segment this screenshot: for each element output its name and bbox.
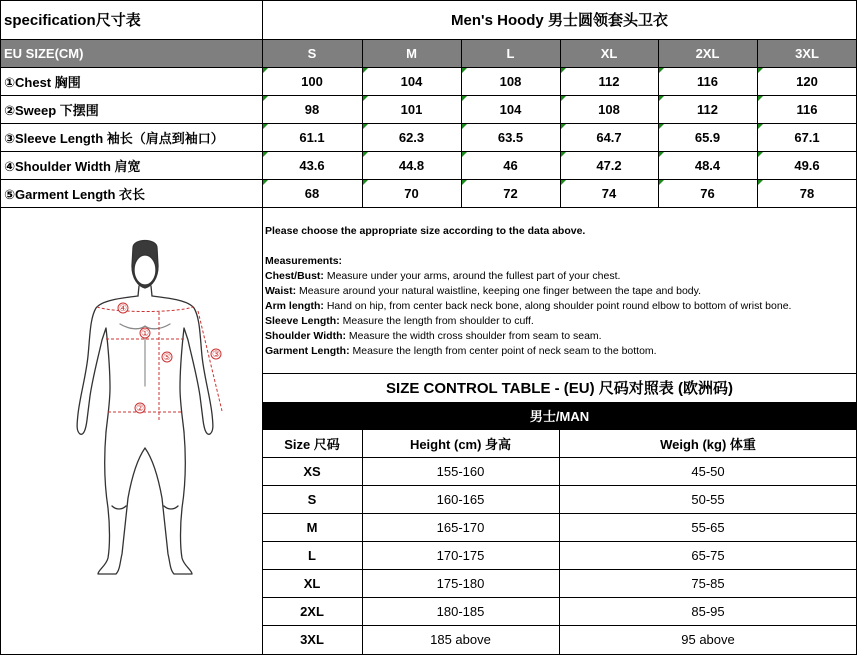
cell-value: 112 — [697, 101, 718, 117]
cell-value: 44.8 — [398, 157, 425, 173]
size-cell: XS — [303, 463, 321, 479]
measure-chest: Chest/Bust: Measure under your arms, around the fullest part of your chest. — [265, 270, 621, 282]
row-label: ④Shoulder Width 肩宽 — [4, 158, 141, 174]
measurement-instructions — [265, 224, 855, 359]
intro-text: Please choose the appropriate size according to the data above. — [265, 225, 586, 237]
cell-value: 101 — [400, 101, 423, 117]
cell-value: 100 — [301, 73, 323, 89]
cell-value: 112 — [598, 73, 620, 89]
size-cell: XL — [303, 575, 321, 591]
height-cell: 165-170 — [436, 519, 485, 535]
row-label: ①Chest 胸围 — [4, 74, 81, 90]
cell-value: 62.3 — [398, 129, 425, 145]
weight-cell: 50-55 — [691, 491, 725, 507]
size-header-3xl: 3XL — [757, 39, 857, 67]
weight-cell: 95 above — [681, 632, 735, 647]
size-cell: L — [308, 547, 316, 563]
height-cell: 160-165 — [436, 491, 485, 507]
control-header-weight: Weigh (kg) 体重 — [660, 436, 756, 452]
cell-value: 120 — [796, 73, 818, 89]
cell-value: 108 — [499, 73, 522, 89]
measure-sleeve: Sleeve Length: Measure the length from shoulder to cuff. — [265, 315, 534, 327]
cell-value: 46 — [503, 157, 518, 173]
measure-waist: Waist: Measure around your natural waistline, keeping one finger between the tape and body. — [265, 285, 702, 297]
size-header-s: S — [262, 39, 362, 67]
cell-value: 68 — [304, 185, 320, 201]
cell-value: 47.2 — [596, 157, 622, 173]
control-header-size: Size 尺码 — [284, 436, 340, 452]
weight-cell: 65-75 — [691, 547, 725, 563]
row-label: ②Sweep 下摆围 — [4, 102, 99, 118]
size-cell: M — [306, 519, 318, 535]
size-header-l: L — [461, 39, 560, 67]
measurements-heading: Measurements: — [265, 255, 343, 267]
measure-garment: Garment Length: Measure the length from center point of neck seam to the bottom. — [265, 345, 657, 357]
height-cell: 185 above — [430, 632, 491, 647]
cell-value: 67.1 — [794, 129, 820, 145]
cell-value: 116 — [796, 101, 818, 117]
cell-value: 64.7 — [596, 129, 622, 145]
size-header-m: M — [362, 39, 461, 67]
cell-value: 65.9 — [694, 129, 721, 145]
weight-cell: 75-85 — [691, 575, 725, 591]
measure-arm: Arm length: Hand on hip, from center back neck bone, along shoulder point round elbow to bottom of wrist bone. — [265, 300, 792, 312]
row-label: ⑤Garment Length 衣长 — [4, 186, 146, 202]
size-header-2xl: 2XL — [658, 39, 757, 67]
cell-value: 61.1 — [299, 129, 325, 145]
label-3: ③ — [211, 350, 221, 360]
cell-value: 76 — [700, 185, 715, 201]
cell-value: 70 — [404, 185, 419, 201]
height-cell: 180-185 — [436, 603, 485, 619]
size-cell: S — [307, 491, 317, 507]
weight-cell: 85-95 — [691, 603, 725, 619]
measure-shoulder: Shoulder Width: Measure the width cross shoulder from seam to seam. — [265, 330, 602, 342]
cell-value: 104 — [499, 101, 522, 117]
cell-value: 104 — [400, 73, 423, 89]
cell-value: 108 — [598, 101, 620, 117]
cell-value: 43.6 — [299, 157, 325, 173]
label-4: ④ — [118, 304, 128, 314]
height-cell: 155-160 — [436, 463, 485, 479]
cell-value: 48.4 — [694, 157, 721, 173]
label-5: ⑤ — [162, 353, 172, 363]
eu-size-header: EU SIZE(CM) — [0, 39, 262, 67]
control-group-header: 男士/MAN — [262, 402, 857, 429]
cell-value: 49.6 — [794, 157, 820, 173]
spec-title: specification尺寸表 — [4, 12, 141, 29]
label-2: ② — [135, 404, 145, 414]
cell-value: 78 — [799, 185, 815, 201]
shoulder-line — [97, 307, 193, 312]
height-cell: 175-180 — [436, 575, 485, 591]
cell-value: 72 — [503, 185, 518, 201]
size-cell: 3XL — [300, 632, 324, 647]
weight-cell: 45-50 — [691, 463, 725, 479]
cell-value: 74 — [601, 185, 617, 201]
size-header-xl: XL — [560, 39, 658, 67]
cell-value: 98 — [304, 101, 320, 117]
control-table-title: SIZE CONTROL TABLE - (EU) 尺码对照表 (欧洲码) — [386, 380, 733, 397]
height-cell: 170-175 — [436, 547, 485, 563]
product-title: Men's Hoody 男士圆领套头卫衣 — [451, 12, 668, 29]
body-measurement-figure — [60, 236, 230, 586]
cell-value: 116 — [697, 73, 718, 89]
weight-cell: 55-65 — [691, 519, 725, 535]
label-1: ① — [140, 329, 150, 339]
row-label: ③Sleeve Length 袖长（肩点到袖口） — [4, 130, 224, 146]
control-header-height: Height (cm) 身高 — [409, 436, 512, 452]
cell-value: 63.5 — [497, 129, 524, 145]
size-cell: 2XL — [300, 603, 324, 619]
